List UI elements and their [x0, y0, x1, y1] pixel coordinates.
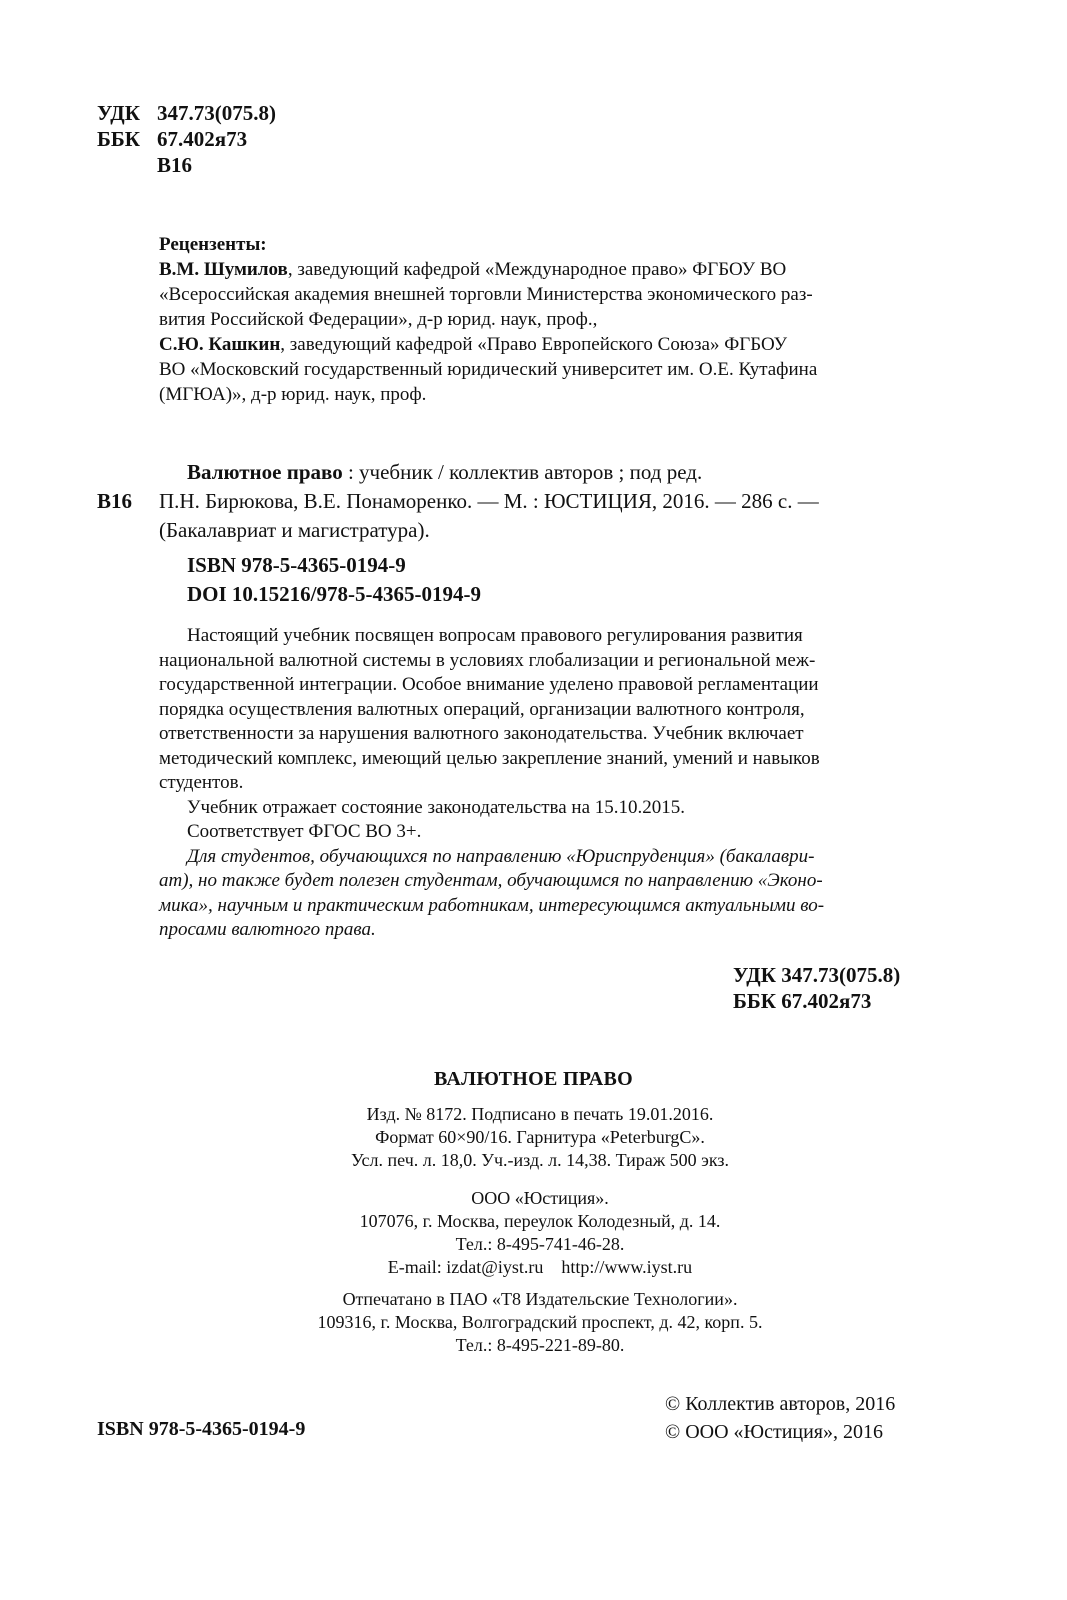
printer-details [260, 1288, 820, 1357]
footer-isbn: ISBN 978-5-4365-0194-9 [97, 1418, 306, 1440]
imprint-title: ВАЛЮТНОЕ ПРАВО [434, 1068, 633, 1090]
bbk-label: ББК [97, 127, 140, 151]
reviewer-2-line-2: ВО «Московский государственный юридический университет им. О.Е. Кутафина [159, 359, 818, 380]
printer-name: Отпечатано в ПАО «Т8 Издательские Технологии». [342, 1289, 738, 1309]
bbk-value: 67.402я73 [157, 127, 248, 151]
classification-block [97, 100, 276, 178]
annotation-line: государственной интеграции. Особое внимание уделено правовой регламентации [159, 674, 819, 695]
publisher-website: http://www.iyst.ru [561, 1257, 693, 1277]
audience-line: Для студентов, обучающихся по направлению «Юриспруденция» (бакалаври- [187, 845, 815, 867]
annotation [159, 624, 933, 943]
publication-details [280, 1103, 800, 1172]
publisher-address: 107076, г. Москва, переулок Колодезный, д. 14. [359, 1211, 721, 1231]
reviewers-heading: Рецензенты: [159, 234, 267, 255]
audience-line: просами валютного права. [159, 919, 376, 940]
bib-line-3: (Бакалавриат и магистратура). [159, 518, 430, 542]
reviewer-1-line-1 [159, 257, 929, 282]
annotation-line: методический комплекс, имеющий целью закрепление знаний, умений и навыков [159, 747, 820, 769]
bib-line-1-rest: : учебник / коллектив авторов ; под ред. [342, 460, 703, 484]
reviewer-2-text: , заведующий кафедрой «Право Европейского Союза» ФГБОУ [280, 334, 788, 355]
bib-line-1 [159, 458, 929, 487]
publisher-name: ООО «Юстиция». [471, 1188, 609, 1208]
reviewer-2-name: С.Ю. Кашкин [159, 334, 281, 355]
audience-line: ат), но также будет полезен студентам, обучающимся по направлению «Эконо- [159, 870, 823, 891]
reviewer-2-line-1 [159, 332, 929, 357]
doi: DOI 10.15216/978-5-4365-0194-9 [187, 582, 481, 606]
bbk-row [97, 126, 276, 152]
publication-line: Формат 60×90/16. Гарнитура «PeterburgC». [375, 1127, 705, 1147]
annotation-line: ответственности за нарушения валютного законодательства. Учебник включает [159, 723, 804, 744]
publisher-phone: Тел.: 8-495-741-46-28. [455, 1234, 625, 1254]
annotation-line: студентов. [159, 772, 244, 793]
copyright-publisher: © ООО «Юстиция», 2016 [665, 1421, 884, 1443]
bib-author-mark: В16 [97, 489, 133, 513]
publication-line: Усл. печ. л. 18,0. Уч.-изд. л. 14,38. Тираж 500 экз. [350, 1150, 730, 1170]
reviewers-section [159, 232, 929, 407]
bibliographic-entry [97, 458, 929, 545]
udk-row [97, 100, 276, 126]
annotation-line: порядка осуществления валютных операций, организации валютного контроля, [159, 698, 805, 720]
reviewer-1-line-3: вития Российской Федерации», д-р юрид. наук, проф., [159, 309, 598, 330]
annotation-line: национальной валютной системы в условиях глобализации и региональной меж- [159, 649, 816, 671]
copyright-authors: © Коллектив авторов, 2016 [665, 1393, 896, 1415]
publisher-email: E-mail: izdat@iyst.ru [387, 1257, 544, 1277]
standard-note: Соответствует ФГОС ВО 3+. [187, 821, 422, 842]
bib-line-2: П.Н. Бирюкова, В.Е. Понаморенко. — М. : ЮСТИЦИЯ, 2016. — 286 с. — [159, 489, 819, 513]
udk-right: УДК 347.73(075.8) [733, 963, 901, 987]
publication-line: Изд. № 8172. Подписано в печать 19.01.2016. [366, 1104, 714, 1124]
identifiers [187, 551, 481, 609]
publisher-contacts [280, 1256, 800, 1279]
udk-label: УДК [97, 101, 140, 125]
printer-address: 109316, г. Москва, Волгоградский проспект, д. 42, корп. 5. [317, 1312, 763, 1332]
reviewer-2-line-3: (МГЮА)», д-р юрид. наук, проф. [159, 384, 427, 405]
reviewer-1-name: В.М. Шумилов [159, 259, 288, 280]
reviewer-1-line-2: «Всероссийская академия внешней торговли Министерства экономического раз- [159, 284, 813, 305]
printer-phone: Тел.: 8-495-221-89-80. [455, 1335, 625, 1355]
author-mark: В16 [157, 153, 193, 177]
udk-value: 347.73(075.8) [157, 101, 276, 125]
annotation-line: Настоящий учебник посвящен вопросам правового регулирования развития [187, 625, 803, 646]
publisher-details [280, 1187, 800, 1279]
bib-title: Валютное право [187, 460, 343, 484]
isbn: ISBN 978-5-4365-0194-9 [187, 553, 406, 577]
classification-right [733, 962, 900, 1014]
legislation-date-note: Учебник отражает состояние законодательства на 15.10.2015. [187, 796, 686, 818]
reviewer-1-text: , заведующий кафедрой «Международное право» ФГБОУ ВО [287, 259, 787, 280]
copyright-notices [665, 1390, 895, 1446]
audience-line: мика», научным и практическим работникам, интересующимся актуальными во- [159, 894, 825, 916]
bbk-right: ББК 67.402я73 [733, 989, 872, 1013]
